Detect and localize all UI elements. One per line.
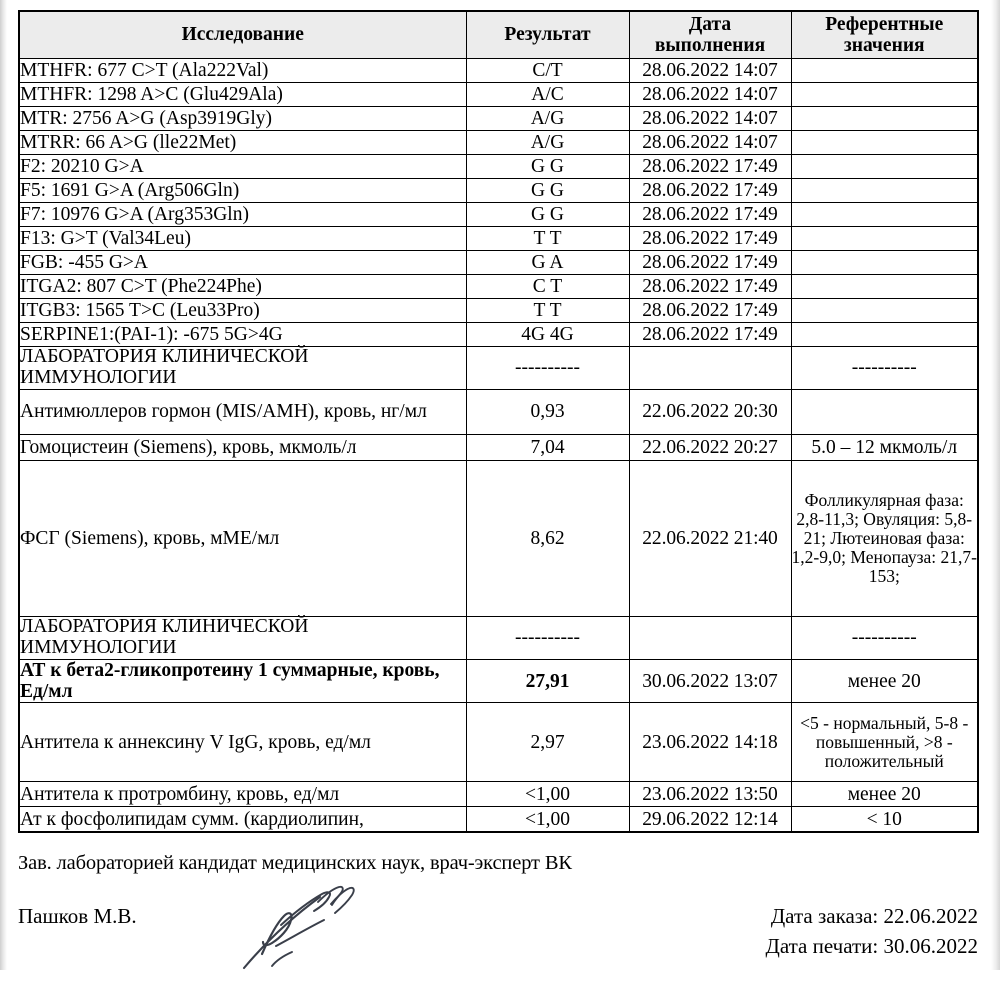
cell-reference: менее 20 bbox=[791, 782, 978, 807]
column-header-reference-line2: значения bbox=[843, 35, 925, 56]
cell-date: 22.06.2022 20:27 bbox=[629, 435, 791, 461]
cell-date bbox=[629, 347, 791, 390]
cell-result: <1,00 bbox=[466, 782, 629, 807]
table-row bbox=[19, 179, 978, 203]
column-header-date bbox=[629, 11, 791, 59]
cell-reference bbox=[791, 275, 978, 299]
cell-reference: < 10 bbox=[791, 807, 978, 833]
cell-result: G G bbox=[466, 203, 629, 227]
cell-reference bbox=[791, 179, 978, 203]
cell-result: 4G 4G bbox=[466, 323, 629, 347]
cell-date: 30.06.2022 13:07 bbox=[629, 660, 791, 703]
column-header-reference-line1: Референтные bbox=[825, 13, 944, 35]
cell-result: 0,93 bbox=[466, 390, 629, 435]
table-row bbox=[19, 299, 978, 323]
cell-study: ЛАБОРАТОРИЯ КЛИНИЧЕСКОЙ ИММУНОЛОГИИ bbox=[19, 347, 466, 390]
cell-reference bbox=[791, 155, 978, 179]
cell-study: ЛАБОРАТОРИЯ КЛИНИЧЕСКОЙ ИММУНОЛОГИИ bbox=[19, 617, 466, 660]
cell-reference bbox=[791, 251, 978, 275]
cell-date: 28.06.2022 17:49 bbox=[629, 179, 791, 203]
cell-date bbox=[629, 617, 791, 660]
cell-date: 28.06.2022 17:49 bbox=[629, 299, 791, 323]
cell-result: T T bbox=[466, 227, 629, 251]
cell-study: ФСГ (Siemens), кровь, мМЕ/мл bbox=[19, 461, 466, 617]
table-row bbox=[19, 807, 978, 833]
cell-result: C T bbox=[466, 275, 629, 299]
column-header-date-line2: выполнения bbox=[654, 35, 766, 56]
table-row bbox=[19, 251, 978, 275]
cell-study: ITGA2: 807 C>T (Phe224Phe) bbox=[19, 275, 466, 299]
cell-date: 28.06.2022 17:49 bbox=[629, 251, 791, 275]
cell-date: 28.06.2022 17:49 bbox=[629, 203, 791, 227]
cell-reference: ---------- bbox=[791, 617, 978, 660]
cell-study: FGB: -455 G>A bbox=[19, 251, 466, 275]
table-row bbox=[19, 703, 978, 782]
cell-study: F13: G>T (Val34Leu) bbox=[19, 227, 466, 251]
cell-study: MTHFR: 1298 A>C (Glu429Ala) bbox=[19, 83, 466, 107]
signature-row bbox=[18, 904, 978, 984]
cell-result: ---------- bbox=[466, 617, 629, 660]
cell-result: G G bbox=[466, 179, 629, 203]
cell-reference bbox=[791, 59, 978, 83]
column-header-reference bbox=[791, 11, 978, 59]
cell-study: Гомоцистеин (Siemens), кровь, мкмоль/л bbox=[19, 435, 466, 461]
cell-result: A/C bbox=[466, 83, 629, 107]
cell-result: C/T bbox=[466, 59, 629, 83]
table-header bbox=[19, 11, 978, 59]
table-row bbox=[19, 347, 978, 390]
table-row bbox=[19, 660, 978, 703]
cell-date: 28.06.2022 17:49 bbox=[629, 323, 791, 347]
table-header-row bbox=[19, 11, 978, 59]
cell-study: ITGB3: 1565 T>C (Leu33Pro) bbox=[19, 299, 466, 323]
table-row bbox=[19, 131, 978, 155]
table-row bbox=[19, 461, 978, 617]
table-row bbox=[19, 227, 978, 251]
table-row bbox=[19, 155, 978, 179]
table-row bbox=[19, 323, 978, 347]
column-header-study: Исследование bbox=[19, 11, 466, 59]
handwritten-signature-icon bbox=[236, 880, 376, 975]
cell-result: T T bbox=[466, 299, 629, 323]
cell-study: Антимюллеров гормон (MIS/AMH), кровь, нг/мл bbox=[19, 390, 466, 435]
doctor-name: Пашков М.В. bbox=[18, 904, 137, 928]
report-footer bbox=[18, 852, 978, 984]
table-row bbox=[19, 390, 978, 435]
cell-result: 27,91 bbox=[466, 660, 629, 703]
cell-result: 7,04 bbox=[466, 435, 629, 461]
cell-reference bbox=[791, 323, 978, 347]
cell-date: 29.06.2022 12:14 bbox=[629, 807, 791, 833]
cell-reference: <5 - нормальный, 5-8 - повышенный, >8 - положительный bbox=[791, 703, 978, 782]
results-table-container bbox=[18, 10, 977, 833]
page-edge-shadow-right bbox=[991, 0, 1000, 970]
table-row bbox=[19, 617, 978, 660]
table-row bbox=[19, 275, 978, 299]
cell-result: G G bbox=[466, 155, 629, 179]
cell-date: 28.06.2022 14:07 bbox=[629, 59, 791, 83]
lab-results-table bbox=[18, 10, 979, 833]
cell-date: 23.06.2022 14:18 bbox=[629, 703, 791, 782]
cell-result: 8,62 bbox=[466, 461, 629, 617]
cell-study: MTR: 2756 A>G (Asp3919Gly) bbox=[19, 107, 466, 131]
cell-study: F5: 1691 G>A (Arg506Gln) bbox=[19, 179, 466, 203]
cell-reference bbox=[791, 227, 978, 251]
print-date: Дата печати: 30.06.2022 bbox=[765, 933, 978, 958]
cell-reference: ---------- bbox=[791, 347, 978, 390]
table-row bbox=[19, 782, 978, 807]
cell-date: 28.06.2022 17:49 bbox=[629, 155, 791, 179]
table-row bbox=[19, 59, 978, 83]
cell-reference bbox=[791, 203, 978, 227]
table-row bbox=[19, 435, 978, 461]
cell-study: SERPINE1:(PAI-1): -675 5G>4G bbox=[19, 323, 466, 347]
cell-result: A/G bbox=[466, 131, 629, 155]
cell-study: F2: 20210 G>A bbox=[19, 155, 466, 179]
lab-head-title: Зав. лабораторией кандидат медицинских наук, врач-эксперт ВК bbox=[18, 852, 572, 874]
cell-reference: 5.0 – 12 мкмоль/л bbox=[791, 435, 978, 461]
cell-reference bbox=[791, 299, 978, 323]
column-header-date-line1: Дата bbox=[688, 13, 732, 35]
cell-result: <1,00 bbox=[466, 807, 629, 833]
page-edge-shadow-left bbox=[0, 0, 7, 970]
cell-result: A/G bbox=[466, 107, 629, 131]
table-row bbox=[19, 107, 978, 131]
table-body bbox=[19, 59, 978, 833]
cell-study: F7: 10976 G>A (Arg353Gln) bbox=[19, 203, 466, 227]
report-dates bbox=[766, 902, 978, 962]
cell-study: MTRR: 66 A>G (lle22Met) bbox=[19, 131, 466, 155]
cell-date: 28.06.2022 17:49 bbox=[629, 227, 791, 251]
cell-date: 22.06.2022 20:30 bbox=[629, 390, 791, 435]
cell-study: АТ к бета2-гликопротеину 1 суммарные, кровь, Ед/мл bbox=[19, 660, 466, 703]
cell-reference: менее 20 bbox=[791, 660, 978, 703]
cell-result: ---------- bbox=[466, 347, 629, 390]
cell-date: 28.06.2022 14:07 bbox=[629, 107, 791, 131]
cell-date: 28.06.2022 17:49 bbox=[629, 275, 791, 299]
cell-reference bbox=[791, 83, 978, 107]
cell-reference: Фолликулярная фаза: 2,8-11,3; Овуляция: 5,8-21; Лютеиновая фаза: 1,2-9,0; Менопауза: 21,7-153; bbox=[791, 461, 978, 617]
cell-study: Антитела к протромбину, кровь, ед/мл bbox=[19, 782, 466, 807]
order-date: Дата заказа: 22.06.2022 bbox=[770, 904, 978, 928]
column-header-result: Результат bbox=[466, 11, 629, 59]
cell-date: 28.06.2022 14:07 bbox=[629, 83, 791, 107]
cell-reference bbox=[791, 107, 978, 131]
cell-date: 22.06.2022 21:40 bbox=[629, 461, 791, 617]
cell-study: Ат к фосфолипидам сумм. (кардиолипин, bbox=[19, 807, 466, 833]
cell-study: Антитела к аннексину V IgG, кровь, ед/мл bbox=[19, 703, 466, 782]
table-row bbox=[19, 203, 978, 227]
cell-reference bbox=[791, 131, 978, 155]
cell-result: 2,97 bbox=[466, 703, 629, 782]
cell-reference bbox=[791, 390, 978, 435]
cell-date: 28.06.2022 14:07 bbox=[629, 131, 791, 155]
cell-study: MTHFR: 677 C>T (Ala222Val) bbox=[19, 59, 466, 83]
cell-date: 23.06.2022 13:50 bbox=[629, 782, 791, 807]
table-row bbox=[19, 83, 978, 107]
cell-result: G A bbox=[466, 251, 629, 275]
